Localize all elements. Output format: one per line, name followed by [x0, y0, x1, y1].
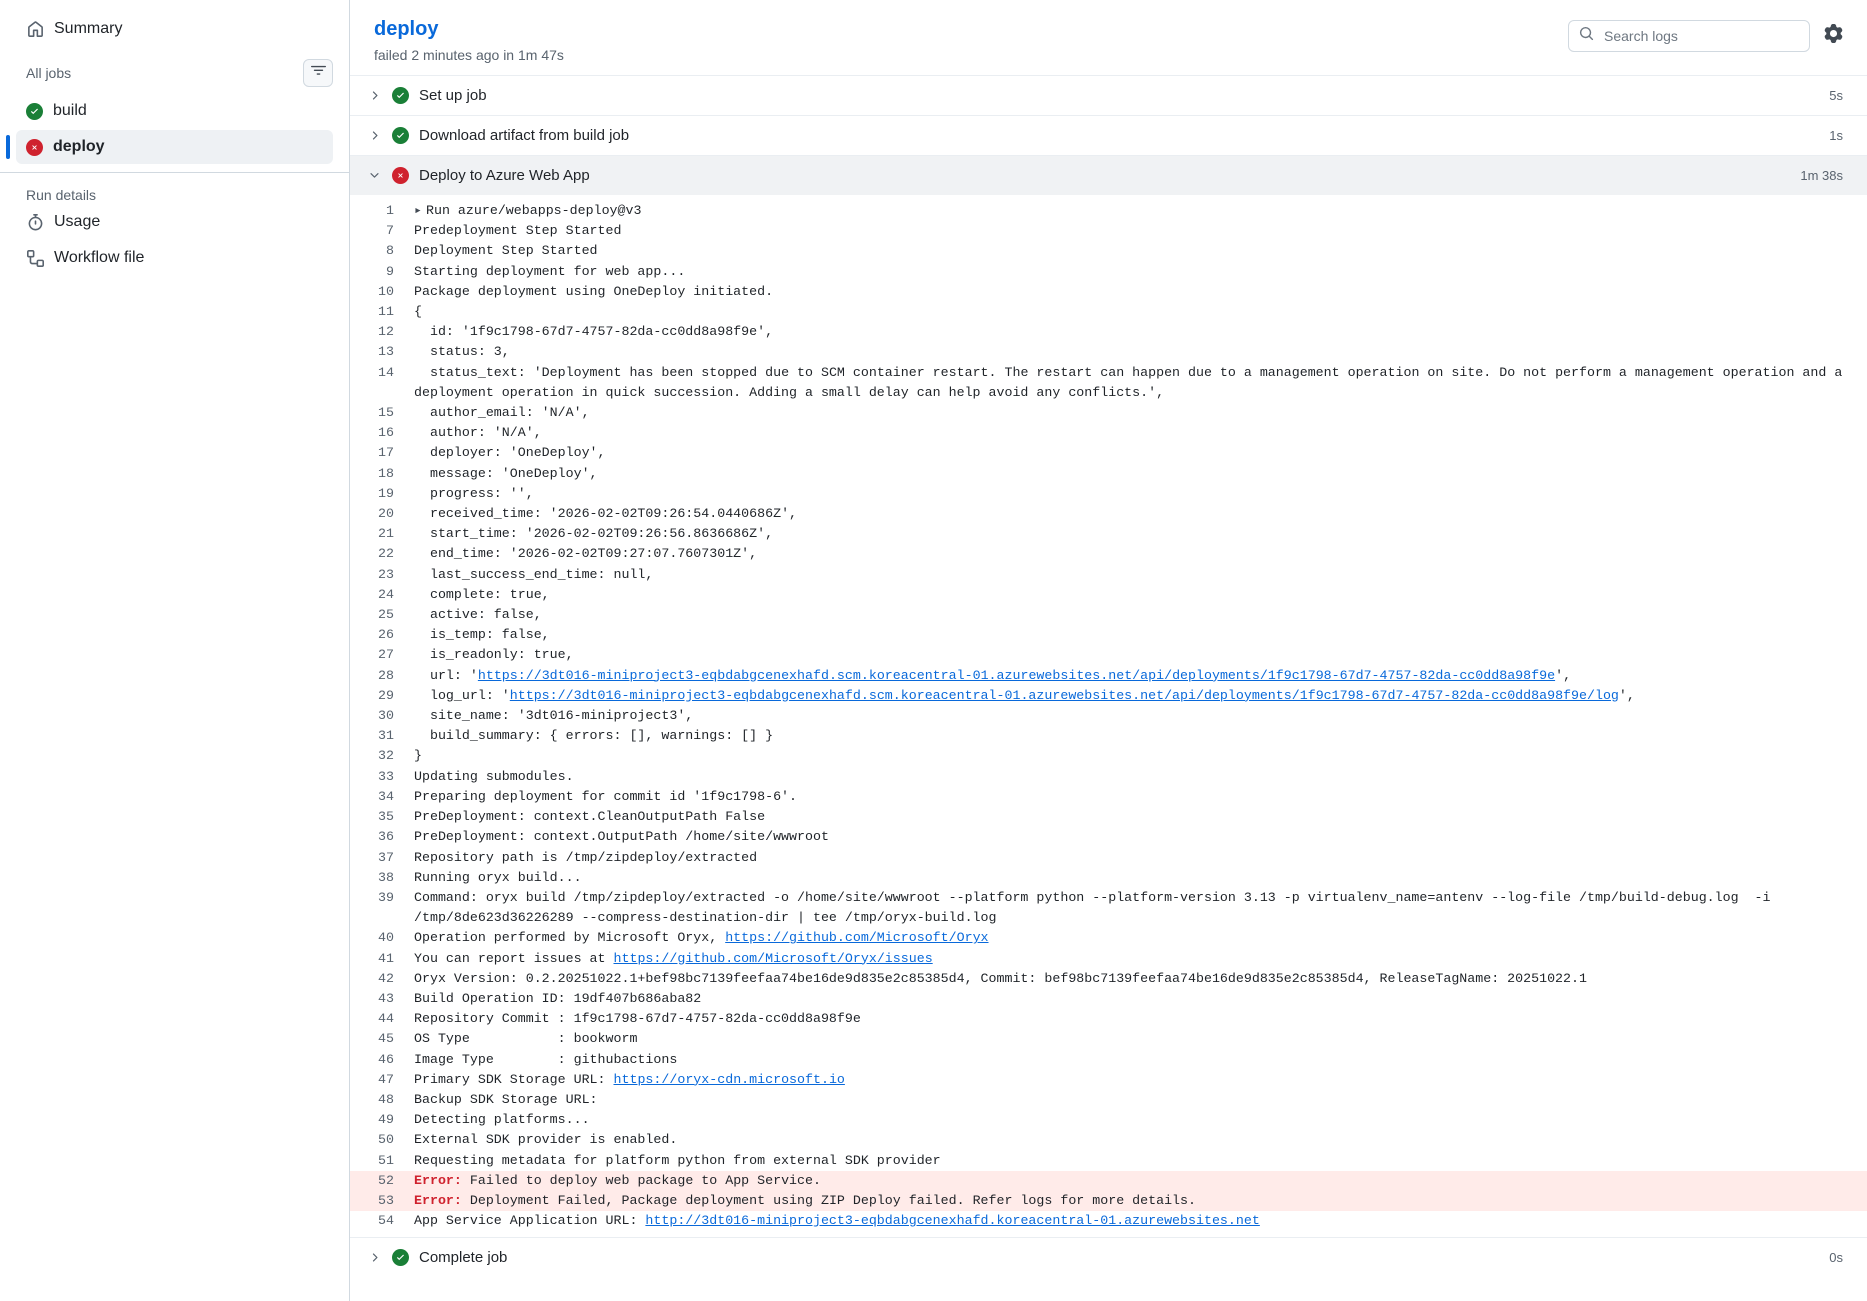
log-line-text: You can report issues at https://github.com/Microsoft/Oryx/issues: [414, 950, 933, 966]
log-line-text: message: 'OneDeploy',: [414, 465, 598, 481]
log-line-text: Running oryx build...: [414, 869, 582, 885]
log-line-text: id: '1f9c1798-67d7-4757-82da-cc0dd8a98f9e',: [414, 324, 774, 340]
log-line-number: 26: [378, 627, 394, 643]
log-line-number: 18: [378, 465, 394, 481]
log-line: [350, 969, 1867, 989]
sidebar-item-deploy[interactable]: [16, 130, 333, 164]
log-line-text: Requesting metadata for platform python from external SDK provider: [414, 1152, 941, 1168]
triangle-right-icon[interactable]: ▸: [414, 203, 423, 218]
sidebar-item-workflow-file[interactable]: [16, 241, 333, 275]
log-line-text: start_time: '2026-02-02T09:26:56.8636686Z',: [414, 526, 774, 542]
log-line-number: 51: [378, 1152, 394, 1168]
stopwatch-icon: [26, 213, 44, 231]
log-line-text: Preparing deployment for commit id '1f9c1798-6'.: [414, 788, 798, 804]
sidebar: [0, 0, 350, 1301]
log-line: [350, 888, 1867, 928]
log-line: [350, 544, 1867, 564]
log-line: [350, 504, 1867, 524]
log-line-number: 42: [378, 970, 394, 986]
step-download-artifact[interactable]: [350, 115, 1867, 155]
log-line-number: 36: [378, 829, 394, 845]
header-left: [374, 16, 564, 63]
step-complete-job[interactable]: [350, 1237, 1867, 1277]
log-line: [350, 1151, 1867, 1171]
log-line: [350, 221, 1867, 241]
log-line-number: 10: [378, 283, 394, 299]
sidebar-item-summary[interactable]: [16, 12, 333, 46]
log-line-number: 11: [378, 304, 394, 320]
log-line-text: url: 'https://3dt016-miniproject3-eqbdabgcenexhafd.scm.koreacentral-01.azurewebsites.net/api/deployments/1f9c1798-67d7-4757-82da-cc0dd8a98f9e',: [414, 667, 1572, 683]
log-line-text: Detecting platforms...: [414, 1112, 590, 1128]
log-line: [350, 666, 1867, 686]
log-line: [350, 423, 1867, 443]
log-line: [350, 1211, 1867, 1231]
chevron-right-icon: [366, 129, 382, 142]
log-line-text: author_email: 'N/A',: [414, 405, 590, 421]
log-line-number: 14: [378, 364, 394, 380]
log-line: [350, 807, 1867, 827]
log-line-number: 44: [378, 1011, 394, 1027]
log-line-number: 54: [378, 1213, 394, 1229]
log-line-number: 28: [378, 667, 394, 683]
log-line: [350, 1130, 1867, 1150]
log-line: [350, 1171, 1867, 1191]
log-line-text: Deployment Step Started: [414, 243, 598, 259]
gear-icon[interactable]: [1824, 24, 1843, 48]
log-line: [350, 524, 1867, 544]
log-link[interactable]: https://3dt016-miniproject3-eqbdabgcenexhafd.scm.koreacentral-01.azurewebsites.net/api/deployments/1f9c1798-67d7-4757-82da-cc0dd8a98f9e/log: [509, 687, 1619, 703]
log-line: [350, 484, 1867, 504]
log-line-text: is_temp: false,: [414, 627, 550, 643]
log-line-text: author: 'N/A',: [414, 425, 542, 441]
log-line: [350, 726, 1867, 746]
log-line-number: 47: [378, 1071, 394, 1087]
log-line: [350, 1070, 1867, 1090]
step-deploy-to-azure-web-app[interactable]: [350, 155, 1867, 195]
log-line-text: status_text: 'Deployment has been stopped due to SCM container restart. The restart can happen due to a management operation on site. Do not perform a management operation and a deployment operation in quick succession. Adding a small delay can help avoid any conflicts.',: [414, 364, 1851, 400]
run-details-label: Run details: [26, 187, 97, 203]
log-line: [350, 787, 1867, 807]
log-line-text: log_url: 'https://3dt016-miniproject3-eqbdabgcenexhafd.scm.koreacentral-01.azurewebsites.net/api/deployments/1f9c1798-67d7-4757-82da-cc0dd8a98f9e/log',: [414, 687, 1635, 703]
step-label: Download artifact from build job: [419, 127, 630, 144]
log-line-text: last_success_end_time: null,: [414, 566, 654, 582]
log-line-text: Updating submodules.: [414, 768, 574, 784]
log-line: [350, 363, 1867, 403]
log-line-number: 37: [378, 849, 394, 865]
log-line: [350, 827, 1867, 847]
log-line-text: Image Type : githubactions: [414, 1051, 678, 1067]
log-line-number: 50: [378, 1132, 394, 1148]
log-line: [350, 342, 1867, 362]
log-line-number: 20: [378, 506, 394, 522]
log-line-number: 7: [386, 223, 394, 239]
log-line-text: ▸ Run azure/webapps-deploy@v3: [414, 203, 642, 218]
log-line-text: }: [414, 748, 422, 764]
log-line: [350, 1090, 1867, 1110]
log-line-text: App Service Application URL: http://3dt016-miniproject3-eqbdabgcenexhafd.koreacentral-01.azurewebsites.net: [414, 1213, 1260, 1229]
log-line-text: PreDeployment: context.CleanOutputPath False: [414, 809, 766, 825]
log-line: [350, 645, 1867, 665]
log-line-number: 21: [378, 526, 394, 542]
log-line-number: 34: [378, 788, 394, 804]
step-label: Complete job: [419, 1249, 508, 1267]
log-line: [350, 1191, 1867, 1211]
log-line-number: 22: [378, 546, 394, 562]
log-line: [350, 201, 1867, 221]
sidebar-divider: [0, 172, 349, 173]
step-duration: 1s: [1829, 128, 1843, 143]
log-line-text: Error: Failed to deploy web package to App Service.: [414, 1172, 821, 1188]
sidebar-job-label: build: [53, 102, 87, 119]
log-line: [350, 241, 1867, 261]
error-label: Error:: [414, 1172, 462, 1188]
log-line-number: 17: [378, 445, 394, 461]
log-line-number: 16: [378, 425, 394, 441]
log-line-number: 24: [378, 586, 394, 602]
log-link[interactable]: https://oryx-cdn.microsoft.io: [613, 1071, 845, 1087]
log-line-text: Error: Deployment Failed, Package deployment using ZIP Deploy failed. Refer logs for more details.: [414, 1192, 1196, 1208]
log-line-text: progress: '',: [414, 485, 534, 501]
log-line-number: 40: [378, 930, 394, 946]
log-line-number: 39: [378, 889, 394, 905]
log-link[interactable]: https://github.com/Microsoft/Oryx/issues: [613, 950, 933, 966]
all-jobs-header: [16, 58, 333, 88]
log-line-text: complete: true,: [414, 586, 550, 602]
step-label: Set up job: [419, 87, 487, 104]
search-input[interactable]: [1602, 27, 1799, 45]
chevron-right-icon: [366, 89, 382, 102]
log-line-number: 23: [378, 566, 394, 582]
log-line-number: 13: [378, 344, 394, 360]
search-logs-box[interactable]: [1568, 20, 1810, 52]
success-icon: [392, 87, 409, 104]
workflow-icon: [26, 249, 44, 267]
log-line-number: 27: [378, 647, 394, 663]
log-line-number: 53: [378, 1192, 394, 1208]
log-line-number: 33: [378, 768, 394, 784]
log-line-text: deployer: 'OneDeploy',: [414, 445, 606, 461]
search-icon: [1579, 26, 1594, 46]
log-line-text: Command: oryx build /tmp/zipdeploy/extracted -o /home/site/wwwroot --platform python --platform-version 3.13 -p virtualenv_name=antenv --log-file /tmp/build-debug.log -i /tmp/8de623d36226289 --compress-destination-dir | tee /tmp/oryx-build.log: [414, 889, 1779, 926]
success-icon: [26, 103, 43, 120]
log-line-text: Package deployment using OneDeploy initiated.: [414, 283, 774, 299]
log-line: [350, 1009, 1867, 1029]
header-right: [1568, 20, 1843, 52]
log-link[interactable]: https://github.com/Microsoft/Oryx: [725, 930, 989, 946]
log-line-text: Repository Commit : 1f9c1798-67d7-4757-82da-cc0dd8a98f9e: [414, 1011, 861, 1027]
log-line: [350, 464, 1867, 484]
log-line-number: 30: [378, 708, 394, 724]
log-line-number: 49: [378, 1112, 394, 1128]
log-line: [350, 1029, 1867, 1049]
log-output: [350, 195, 1867, 1237]
sidebar-item-label: Usage: [54, 213, 101, 230]
log-line-text: Primary SDK Storage URL: https://oryx-cdn.microsoft.io: [414, 1071, 845, 1087]
log-line-number: 32: [378, 748, 394, 764]
log-line-text: end_time: '2026-02-02T09:27:07.7607301Z',: [414, 546, 758, 562]
log-line-text: PreDeployment: context.OutputPath /home/site/wwwroot: [414, 829, 829, 845]
home-icon: [26, 20, 44, 38]
success-icon: [392, 1249, 409, 1266]
log-line-text: External SDK provider is enabled.: [414, 1132, 678, 1148]
sidebar-item-build[interactable]: [16, 94, 333, 128]
log-line-number: 31: [378, 728, 394, 744]
step-duration: 0s: [1829, 1250, 1843, 1266]
log-line-text: is_readonly: true,: [414, 647, 574, 663]
step-duration: 5s: [1829, 88, 1843, 103]
steps-list: [350, 75, 1867, 1301]
sidebar-item-label: Summary: [54, 20, 123, 37]
failure-icon: [26, 139, 43, 156]
log-line-number: 45: [378, 1031, 394, 1047]
log-header: [350, 0, 1867, 75]
log-line: [350, 848, 1867, 868]
log-line-text: active: false,: [414, 607, 542, 623]
log-line: [350, 1110, 1867, 1130]
log-line-number: 29: [378, 687, 394, 703]
log-line-number: 52: [378, 1172, 394, 1188]
log-line-number: 48: [378, 1091, 394, 1107]
log-line-number: 46: [378, 1051, 394, 1067]
chevron-down-icon: [366, 169, 382, 182]
log-line-text: Operation performed by Microsoft Oryx, https://github.com/Microsoft/Oryx: [414, 930, 989, 946]
main-panel: [350, 0, 1867, 1301]
chevron-right-icon: [366, 1251, 382, 1264]
step-label: Deploy to Azure Web App: [419, 167, 590, 184]
step-set-up-job[interactable]: [350, 75, 1867, 115]
log-line-text: Backup SDK Storage URL:: [414, 1091, 598, 1107]
log-line-number: 38: [378, 869, 394, 885]
log-line-number: 43: [378, 990, 394, 1006]
log-line: [350, 686, 1867, 706]
log-line: [350, 585, 1867, 605]
log-line: [350, 605, 1867, 625]
log-line-text: status: 3,: [414, 344, 510, 360]
log-line-text: Starting deployment for web app...: [414, 263, 686, 279]
log-line: [350, 989, 1867, 1009]
log-line-number: 12: [378, 324, 394, 340]
step-duration: 1m 38s: [1800, 168, 1843, 183]
sidebar-job-label: deploy: [53, 138, 105, 155]
log-line-number: 15: [378, 405, 394, 421]
error-label: Error:: [414, 1192, 462, 1208]
log-line-text: build_summary: { errors: [], warnings: [] }: [414, 728, 774, 744]
log-line: [350, 746, 1867, 766]
log-line-text: Predeployment Step Started: [414, 223, 622, 239]
log-line-text: Build Operation ID: 19df407b686aba82: [414, 990, 702, 1006]
log-line: [350, 706, 1867, 726]
log-line-number: 35: [378, 809, 394, 825]
log-line-number: 1: [386, 203, 394, 218]
filter-icon: [311, 63, 326, 83]
log-line-number: 19: [378, 485, 394, 501]
log-line: [350, 868, 1867, 888]
log-line-number: 9: [386, 263, 394, 279]
log-line-text: Oryx Version: 0.2.20251022.1+bef98bc7139feefaa74be16de9d835e2c85385d4, Commit: bef98bc7139feefaa74be16de9d835e2c85385d4, ReleaseTagName: 20251022.1: [414, 970, 1587, 986]
log-line: [350, 1050, 1867, 1070]
log-link[interactable]: http://3dt016-miniproject3-eqbdabgcenexhafd.koreacentral-01.azurewebsites.net: [645, 1213, 1260, 1229]
log-line: [350, 262, 1867, 282]
log-line-text: Repository path is /tmp/zipdeploy/extracted: [414, 849, 758, 865]
log-line-text: site_name: '3dt016-miniproject3',: [414, 708, 694, 724]
log-line-text: {: [414, 304, 422, 320]
log-line-number: 8: [386, 243, 394, 259]
log-line-text: received_time: '2026-02-02T09:26:54.0440686Z',: [414, 506, 798, 522]
page-title[interactable]: deploy: [374, 18, 439, 40]
job-status-text: failed 2 minutes ago in 1m 47s: [374, 47, 564, 63]
filter-jobs-button[interactable]: [303, 59, 333, 87]
log-line: [350, 302, 1867, 322]
log-line-number: 25: [378, 607, 394, 623]
success-icon: [392, 127, 409, 144]
log-line-number: 41: [378, 950, 394, 966]
sidebar-item-usage[interactable]: [16, 205, 333, 239]
log-line: [350, 767, 1867, 787]
log-line: [350, 322, 1867, 342]
log-line: [350, 625, 1867, 645]
failure-icon: [392, 167, 409, 184]
log-line: [350, 949, 1867, 969]
log-line: [350, 443, 1867, 463]
log-line: [350, 565, 1867, 585]
log-link[interactable]: https://3dt016-miniproject3-eqbdabgcenexhafd.scm.koreacentral-01.azurewebsites.net/api/deployments/1f9c1798-67d7-4757-82da-cc0dd8a98f9e: [477, 667, 1556, 683]
log-line-text: OS Type : bookworm: [414, 1031, 638, 1047]
log-line: [350, 282, 1867, 302]
log-line: [350, 403, 1867, 423]
sidebar-item-label: Workflow file: [54, 249, 145, 266]
all-jobs-label: All jobs: [26, 65, 72, 81]
log-line: [350, 928, 1867, 948]
